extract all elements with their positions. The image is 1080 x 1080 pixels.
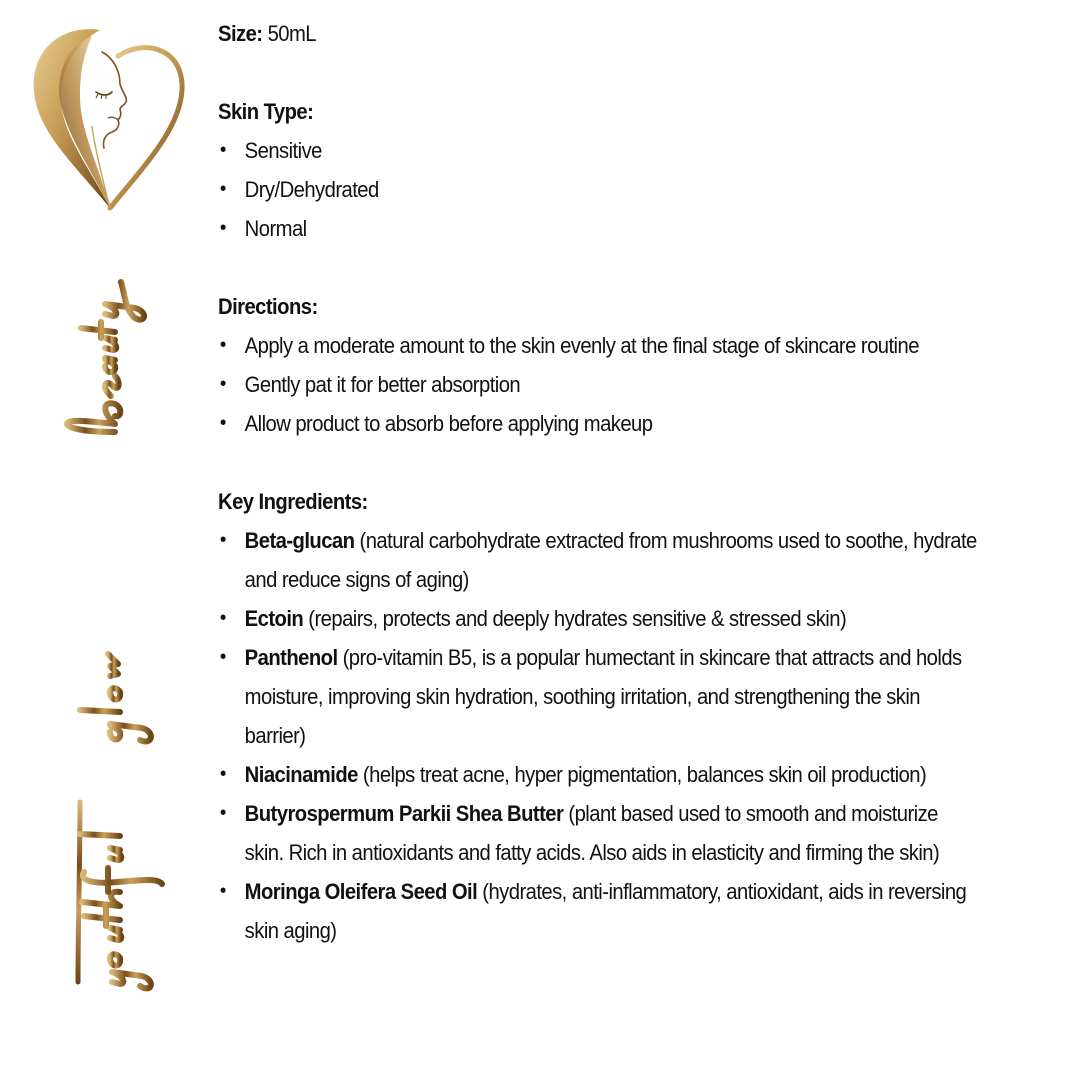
- bullet-icon: •: [219, 763, 226, 785]
- bullet-icon: •: [219, 178, 226, 200]
- size-section: [218, 14, 982, 53]
- bullet-icon: •: [219, 334, 226, 356]
- ingredient-name: Beta-glucan: [244, 528, 355, 553]
- ingredient-item: [218, 521, 982, 599]
- ingredient-name: Panthenol: [244, 645, 338, 670]
- ingredient-description: (pro-vitamin B5, is a popular humectant in skincare that attracts and holds moisture, improving skin hydration, soothing irritation, and strengthening the skin barrier): [244, 645, 962, 748]
- ingredient-item: [218, 599, 982, 638]
- face-heart-logo-icon: [22, 22, 192, 217]
- bullet-icon: •: [219, 217, 226, 239]
- bullet-icon: •: [219, 139, 226, 161]
- directions-section: [218, 287, 982, 443]
- ingredient-description: (plant based used to smooth and moisturize skin. Rich in antioxidants and fatty acids. Also aids in elasticity and firming the skin): [244, 801, 940, 865]
- list-item-text: Apply a moderate amount to the skin evenly at the final stage of skincare routine: [244, 333, 919, 358]
- ingredient-name: Ectoin: [244, 606, 304, 631]
- ingredient-name: Butyrospermum Parkii Shea Butter: [244, 801, 564, 826]
- key-ingredients-heading: Key Ingredients:: [218, 489, 368, 514]
- list-item-text: Allow product to absorb before applying makeup: [244, 411, 653, 436]
- bullet-icon: •: [219, 607, 226, 629]
- key-ingredients-section: [218, 482, 982, 950]
- size-value: 50mL: [267, 21, 316, 46]
- ingredient-name: Niacinamide: [244, 762, 358, 787]
- ingredient-item: [218, 794, 982, 872]
- list-item: [218, 326, 982, 365]
- directions-heading: Directions:: [218, 294, 318, 319]
- bullet-icon: •: [219, 646, 226, 668]
- list-item: [218, 131, 982, 170]
- product-info: [218, 14, 982, 989]
- list-item-text: Dry/Dehydrated: [244, 177, 379, 202]
- bullet-icon: •: [219, 880, 226, 902]
- skin-type-section: [218, 92, 982, 248]
- list-item: [218, 404, 982, 443]
- list-item-text: Normal: [244, 216, 307, 241]
- bullet-icon: •: [219, 529, 226, 551]
- directions-list: [218, 326, 982, 443]
- ingredient-name: Moringa Oleifera Seed Oil: [244, 879, 478, 904]
- youthful-glow-beauty-wordmark-icon: [20, 262, 170, 1007]
- ingredient-item: [218, 872, 982, 950]
- ingredient-item: [218, 755, 982, 794]
- bullet-icon: •: [219, 802, 226, 824]
- ingredients-list: [218, 521, 982, 950]
- brand-column: [0, 0, 200, 1080]
- list-item: [218, 209, 982, 248]
- list-item-text: Sensitive: [244, 138, 322, 163]
- ingredient-description: (helps treat acne, hyper pigmentation, balances skin oil production): [362, 762, 927, 787]
- list-item-text: Gently pat it for better absorption: [244, 372, 521, 397]
- skin-type-list: [218, 131, 982, 248]
- ingredient-item: [218, 638, 982, 755]
- bullet-icon: •: [219, 412, 226, 434]
- list-item: [218, 365, 982, 404]
- ingredient-description: (natural carbohydrate extracted from mushrooms used to soothe, hydrate and reduce signs of aging): [244, 528, 977, 592]
- ingredient-description: (hydrates, anti-inflammatory, antioxidant, aids in reversing skin aging): [244, 879, 967, 943]
- skin-type-heading: Skin Type:: [218, 99, 314, 124]
- list-item: [218, 170, 982, 209]
- size-label: Size:: [218, 21, 263, 46]
- ingredient-description: (repairs, protects and deeply hydrates sensitive & stressed skin): [308, 606, 847, 631]
- bullet-icon: •: [219, 373, 226, 395]
